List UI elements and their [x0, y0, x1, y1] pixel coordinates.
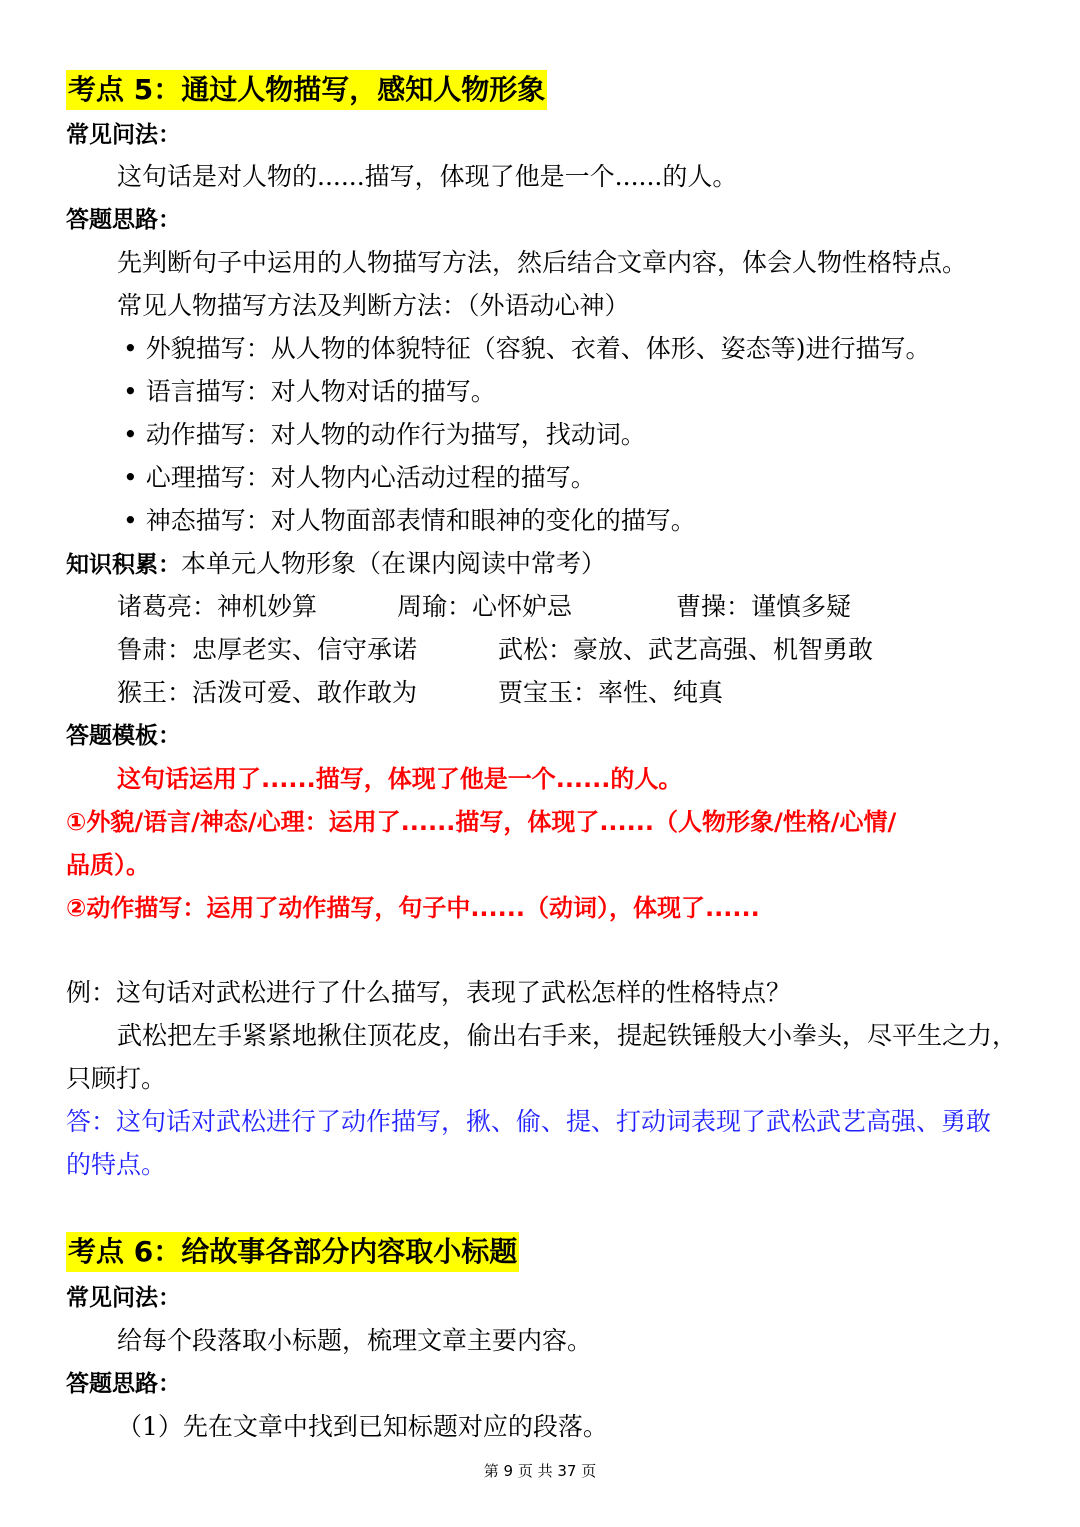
section5-question-text: 这句话是对人物的......描写，体现了他是一个......的人。: [117, 162, 738, 191]
section5-approach-label: 答题思路：: [66, 207, 181, 233]
bullet-action: • 动作描写：对人物的动作行为描写，找动词。: [123, 420, 646, 449]
bullet-appearance: • 外貌描写：从人物的体貌特征（容貌、衣着、体形、姿态等)进行描写。: [123, 334, 931, 363]
template-line-1: 这句话运用了......描写，体现了他是一个......的人。: [117, 765, 683, 793]
bullet-psychology: • 心理描写：对人物内心活动过程的描写。: [123, 463, 596, 492]
section6-heading: 考点 6：给故事各部分内容取小标题: [66, 1232, 519, 1272]
example-text-2: 只顾打。: [66, 1064, 167, 1093]
example-text-1: 武松把左手紧紧地揪住顶花皮，偷出右手来，提起铁锤般大小拳头，尽平生之力，: [117, 1021, 1018, 1050]
section6-question-label: 常见问法：: [66, 1285, 181, 1311]
section6-question-text: 给每个段落取小标题，梳理文章主要内容。: [117, 1326, 593, 1355]
character-monkey-king: 猴王：活泼可爱、敢作敢为: [117, 678, 418, 707]
character-caocao: 曹操：谨慎多疑: [676, 592, 852, 621]
template-line-2: ①外貌/语言/神态/心理：运用了......描写，体现了......（人物形象/性格/心情/: [66, 808, 897, 836]
section5-heading: 考点 5：通过人物描写，感知人物形象: [66, 70, 547, 110]
character-zhouyu: 周瑜：心怀妒忌: [397, 592, 573, 621]
character-zhugeliang: 诸葛亮：神机妙算: [117, 592, 318, 621]
section5-approach-text-2: 常见人物描写方法及判断方法：（外语动心神）: [117, 291, 630, 320]
template-line-4: ②动作描写：运用了动作描写，句子中......（动词），体现了......: [66, 894, 760, 922]
knowledge-text: 本单元人物形象（在课内阅读中常考）: [181, 549, 607, 578]
template-label: 答题模板：: [66, 723, 181, 749]
section6-approach-text-1: （1）先在文章中找到已知标题对应的段落。: [117, 1412, 608, 1441]
answer-line-2: 的特点。: [66, 1150, 167, 1179]
character-lusu: 鲁肃：忠厚老实、信守承诺: [117, 635, 418, 664]
knowledge-label: 知识积累：: [66, 552, 181, 578]
section6-approach-label: 答题思路：: [66, 1371, 181, 1397]
page-number-footer: 第 9 页 共 37 页: [483, 1462, 597, 1480]
template-line-3: 品质）。: [66, 851, 150, 879]
character-jiabaoyu: 贾宝玉：率性、纯真: [498, 678, 724, 707]
answer-line-1: 答：这句话对武松进行了动作描写，揪、偷、提、打动词表现了武松武艺高强、勇敢: [66, 1107, 992, 1136]
section5-question-label: 常见问法：: [66, 122, 181, 148]
character-wusong: 武松：豪放、武艺高强、机智勇敢: [498, 635, 874, 664]
bullet-expression: • 神态描写：对人物面部表情和眼神的变化的描写。: [123, 506, 696, 535]
bullet-language: • 语言描写：对人物对话的描写。: [123, 377, 496, 406]
example-question: 例：这句话对武松进行了什么描写，表现了武松怎样的性格特点？: [66, 978, 792, 1007]
knowledge-line: [66, 547, 606, 582]
section5-approach-text-1: 先判断句子中运用的人物描写方法，然后结合文章内容，体会人物性格特点。: [117, 248, 968, 277]
